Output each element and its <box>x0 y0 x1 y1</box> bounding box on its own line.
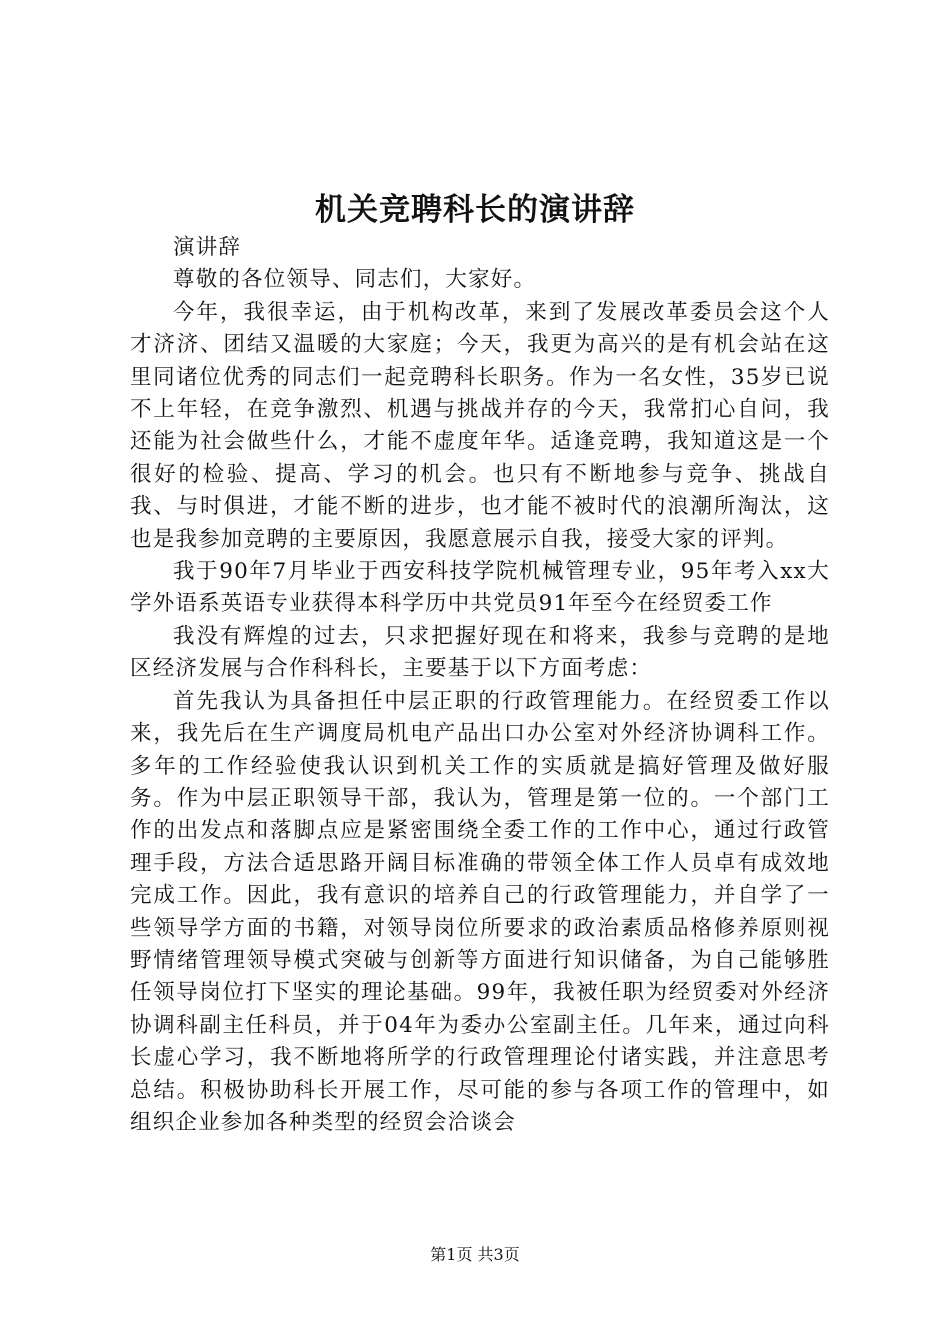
paragraph-ability: 首先我认为具备担任中层正职的行政管理能力。在经贸委工作以来，我先后在生产调度局机电产品出口办公室对外经济协调科工作。多年的工作经验使我认识到机关工作的实质就是搞好管理及做好服务。作为中层正职领导干部，我认为，管理是第一位的。一个部门工作的出发点和落脚点应是紧密围绕全委工作的工作中心，通过行政管理手段，方法合适思路开阔目标准确的带领全体工作人员卓有成效地完成工作。因此，我有意识的培养自己的行政管理能力，并自学了一些领导学方面的书籍，对领导岗位所要求的政治素质品格修养原则视野情绪管理领导模式突破与创新等方面进行知识储备，为自己能够胜任领导岗位打下坚实的理论基础。99年，我被任职为经贸委对外经济协调科副主任科员，并于04年为委办公室副主任。几年来，通过向科长虚心学习，我不断地将所学的行政管理理论付诸实践，并注意思考总结。积极协助科长开展工作，尽可能的参与各项工作的管理中，如组织企业参加各种类型的经贸会洽谈会 <box>130 688 830 1135</box>
page-number-footer: 第1页 共3页 <box>430 1245 520 1264</box>
paragraph-background: 我于90年7月毕业于西安科技学院机械管理专业，95年考入xx大学外语系英语专业获得本科学历中共党员91年至今在经贸委工作 <box>130 559 830 617</box>
document-title: 机关竞聘科长的演讲辞 <box>315 192 635 228</box>
paragraph-heading: 演讲辞 <box>173 235 242 260</box>
paragraph-greeting: 尊敬的各位领导、同志们，大家好。 <box>173 267 537 293</box>
paragraph-introduction: 今年，我很幸运，由于机构改革，来到了发展改革委员会这个人才济济、团结又温暖的大家庭；今天，我更为高兴的是有机会站在这里同诸位优秀的同志们一起竞聘科长职务。作为一名女性，35岁已说不上年轻，在竞争激烈、机遇与挑战并存的今天，我常扪心自问，我还能为社会做些什么，才能不虚度年华。适逢竞聘，我知道这是一个很好的检验、提高、学习的机会。也只有不断地参与竞争、挑战自我、与时俱进，才能不断的进步，也才能不被时代的浪潮所淘汰，这也是我参加竞聘的主要原因，我愿意展示自我，接受大家的评判。 <box>130 299 830 552</box>
paragraph-position: 我没有辉煌的过去，只求把握好现在和将来，我参与竞聘的是地区经济发展与合作科科长，主要基于以下方面考虑： <box>130 623 830 682</box>
document-body <box>130 232 830 1139</box>
